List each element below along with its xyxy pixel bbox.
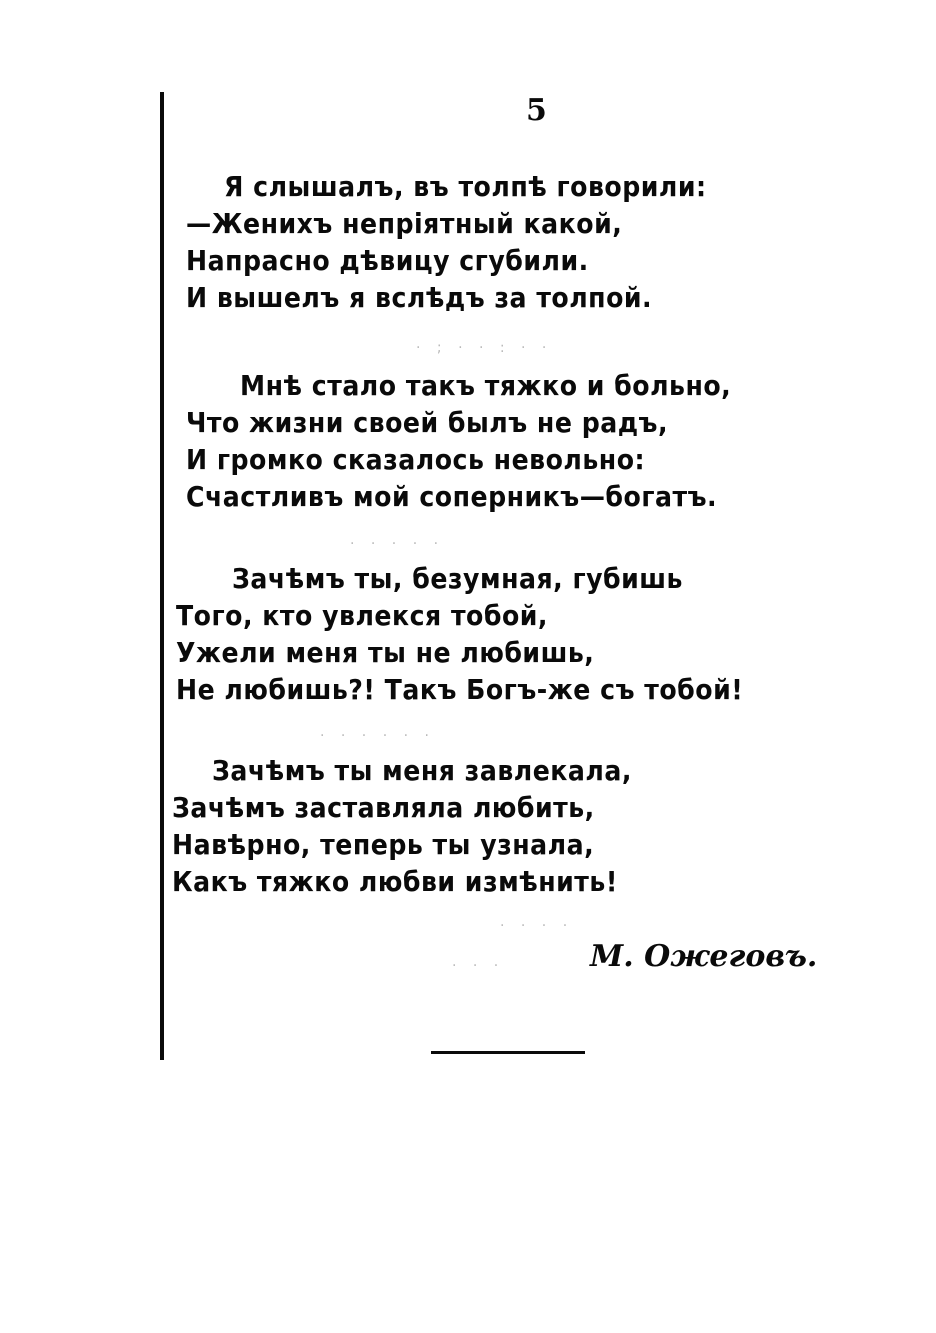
stanza-3 (176, 560, 743, 708)
poem-line: Зачѣмъ ты меня завлекала, (212, 754, 632, 787)
author-signature: М. Ожеговъ. (590, 939, 818, 974)
end-rule (431, 1051, 585, 1054)
poem-line: И громко сказалось невольно: (186, 443, 646, 476)
print-speck: · · · (452, 958, 505, 974)
print-speck: · · · · · · (320, 728, 435, 744)
poem-line: Мнѣ стало такъ тяжко и больно, (240, 369, 732, 402)
stanza-2 (186, 367, 731, 515)
poem-line: И вышелъ я вслѣдъ за толпой. (186, 281, 653, 314)
poem-line: Навѣрно, теперь ты узнала, (172, 828, 595, 861)
poem-line: Зачѣмъ заставляла любить, (172, 791, 595, 824)
poem-line: —Женихъ непріятный какой, (186, 207, 623, 240)
poem-line: Напрасно дѣвицу сгубили. (186, 244, 589, 277)
page-number: 5 (526, 93, 547, 128)
print-speck: · · · · (500, 918, 574, 934)
left-margin-rule (160, 92, 164, 1060)
stanza-1 (186, 168, 707, 316)
poem-line: Того, кто увлекся тобой, (176, 599, 548, 632)
poem-line: Какъ тяжко любви измѣнить! (172, 865, 618, 898)
print-speck: · ; · · : · · (416, 340, 553, 356)
print-speck: · · · · · (350, 536, 445, 552)
poem-line: Что жизни своей былъ не радъ, (186, 406, 669, 439)
poem-line: Зачѣмъ ты, безумная, губишь (232, 562, 683, 595)
poem-line: Ужели меня ты не любишь, (176, 636, 595, 669)
poem-line: Счастливъ мой соперникъ—богатъ. (186, 480, 718, 513)
poem-line: Не любишь?! Такъ Богъ-же съ тобой! (176, 673, 744, 706)
stanza-4 (172, 752, 632, 900)
poem-line: Я слышалъ, въ толпѣ говорили: (224, 170, 707, 203)
